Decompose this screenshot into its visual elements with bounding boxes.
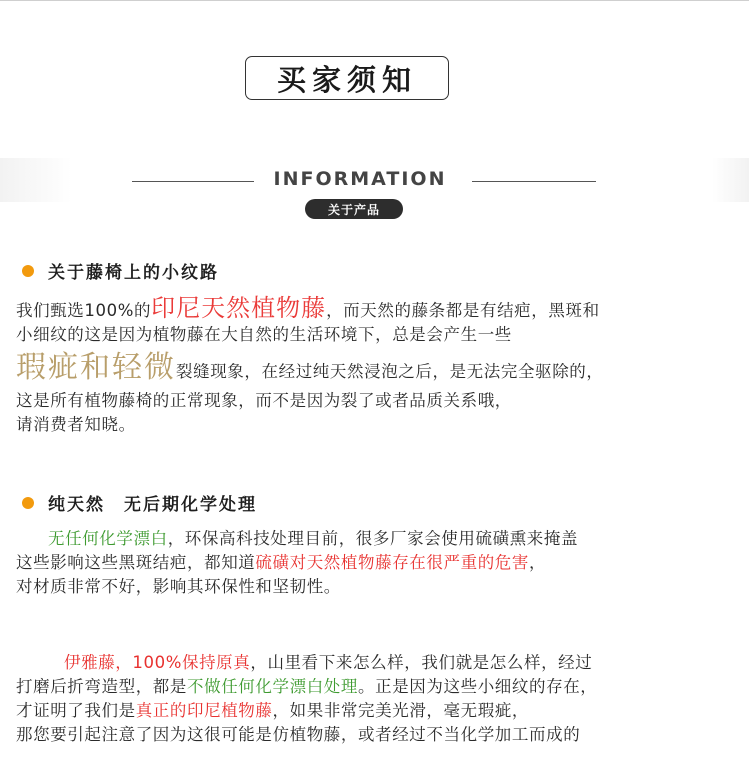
- section3-line-4: 那您要引起注意了因为这很可能是仿植物藤，或者经过不当化学加工而成的: [16, 725, 581, 744]
- s3-text-b: 打磨后折弯造型，都是: [16, 677, 187, 696]
- decor-fade-left: [0, 158, 72, 202]
- s1-highlight-flaws: 瑕疵和轻微: [16, 350, 176, 385]
- s2-text-a: ，环保高科技处理目前，很多厂家会使用硫磺熏来掩盖: [167, 529, 579, 548]
- section1-paragraph: [16, 293, 741, 437]
- s1-text-c: ，而天然的藤条都是有结疤，黑斑和: [326, 301, 600, 320]
- section2-heading-text: 纯天然 无后期化学处理: [48, 495, 257, 515]
- s3-highlight-no-chemical: 不做任何化学漂白处理: [187, 677, 358, 696]
- s2-text-c: ，: [529, 553, 547, 572]
- s3-text-a: ，山里看下来怎么样，我们就是怎么样，经过: [250, 653, 593, 672]
- info-rule-right: [472, 181, 596, 182]
- s2-highlight-sulfur: 硫磺对天然植物藤存在很严重的危害: [255, 553, 530, 572]
- section1-line-5: 请消费者知晓。: [16, 415, 136, 434]
- section3-line-3: [16, 699, 741, 723]
- section1-line-2: 小细纹的这是因为植物藤在大自然的生活环境下，总是会产生一些: [16, 325, 512, 344]
- decor-fade-right: [712, 158, 749, 202]
- s2-highlight-no-bleach: 无任何化学漂白: [48, 529, 168, 548]
- s1-text-a: 我们甄选100%的: [16, 301, 152, 320]
- section2-paragraph: [16, 527, 741, 599]
- section2-line-3: 对材质非常不好，影响其环保性和坚韧性。: [16, 577, 341, 596]
- section3-line-1: [16, 651, 741, 675]
- info-rule-left: [132, 181, 254, 182]
- s1-text-cracks: 裂缝现象，在经过纯天然浸泡之后，是无法完全驱除的，: [176, 362, 604, 381]
- section-pill: 关于产品: [305, 199, 403, 219]
- s2-text-b: 这些影响这些黑斑结疤，都知道: [16, 553, 256, 572]
- section1-line-4: 这是所有植物藤椅的正常现象，而不是因为裂了或者品质关系哦，: [16, 391, 512, 410]
- section3-paragraph: [16, 651, 741, 747]
- info-label: INFORMATION: [273, 168, 447, 190]
- s3-text-e: ，如果非常完美光滑，毫无瑕疵，: [272, 701, 530, 720]
- s1-highlight-rattan: 印尼天然植物藤: [151, 294, 327, 322]
- section3-line-2: [16, 675, 741, 699]
- bullet-dot-icon: [22, 265, 34, 277]
- section2-line-2: [16, 551, 741, 575]
- section1-heading-text: 关于藤椅上的小纹路: [48, 263, 219, 283]
- section2-heading: [22, 490, 257, 515]
- s3-highlight-genuine: 真正的印尼植物藤: [135, 701, 273, 720]
- section2-line-1: [16, 527, 741, 551]
- top-divider: [0, 0, 749, 1]
- bullet-dot-icon: [22, 497, 34, 509]
- s3-text-c: 。正是因为这些小细纹的存在，: [358, 677, 598, 696]
- page-title: 买家须知: [245, 56, 449, 100]
- section1-line-1: [16, 293, 741, 323]
- s3-text-d: 才证明了我们是: [16, 701, 136, 720]
- section1-line-3: [16, 347, 741, 389]
- s3-highlight-brand: 伊雅藤，100%保持原真: [64, 653, 251, 672]
- section1-heading: [22, 258, 219, 283]
